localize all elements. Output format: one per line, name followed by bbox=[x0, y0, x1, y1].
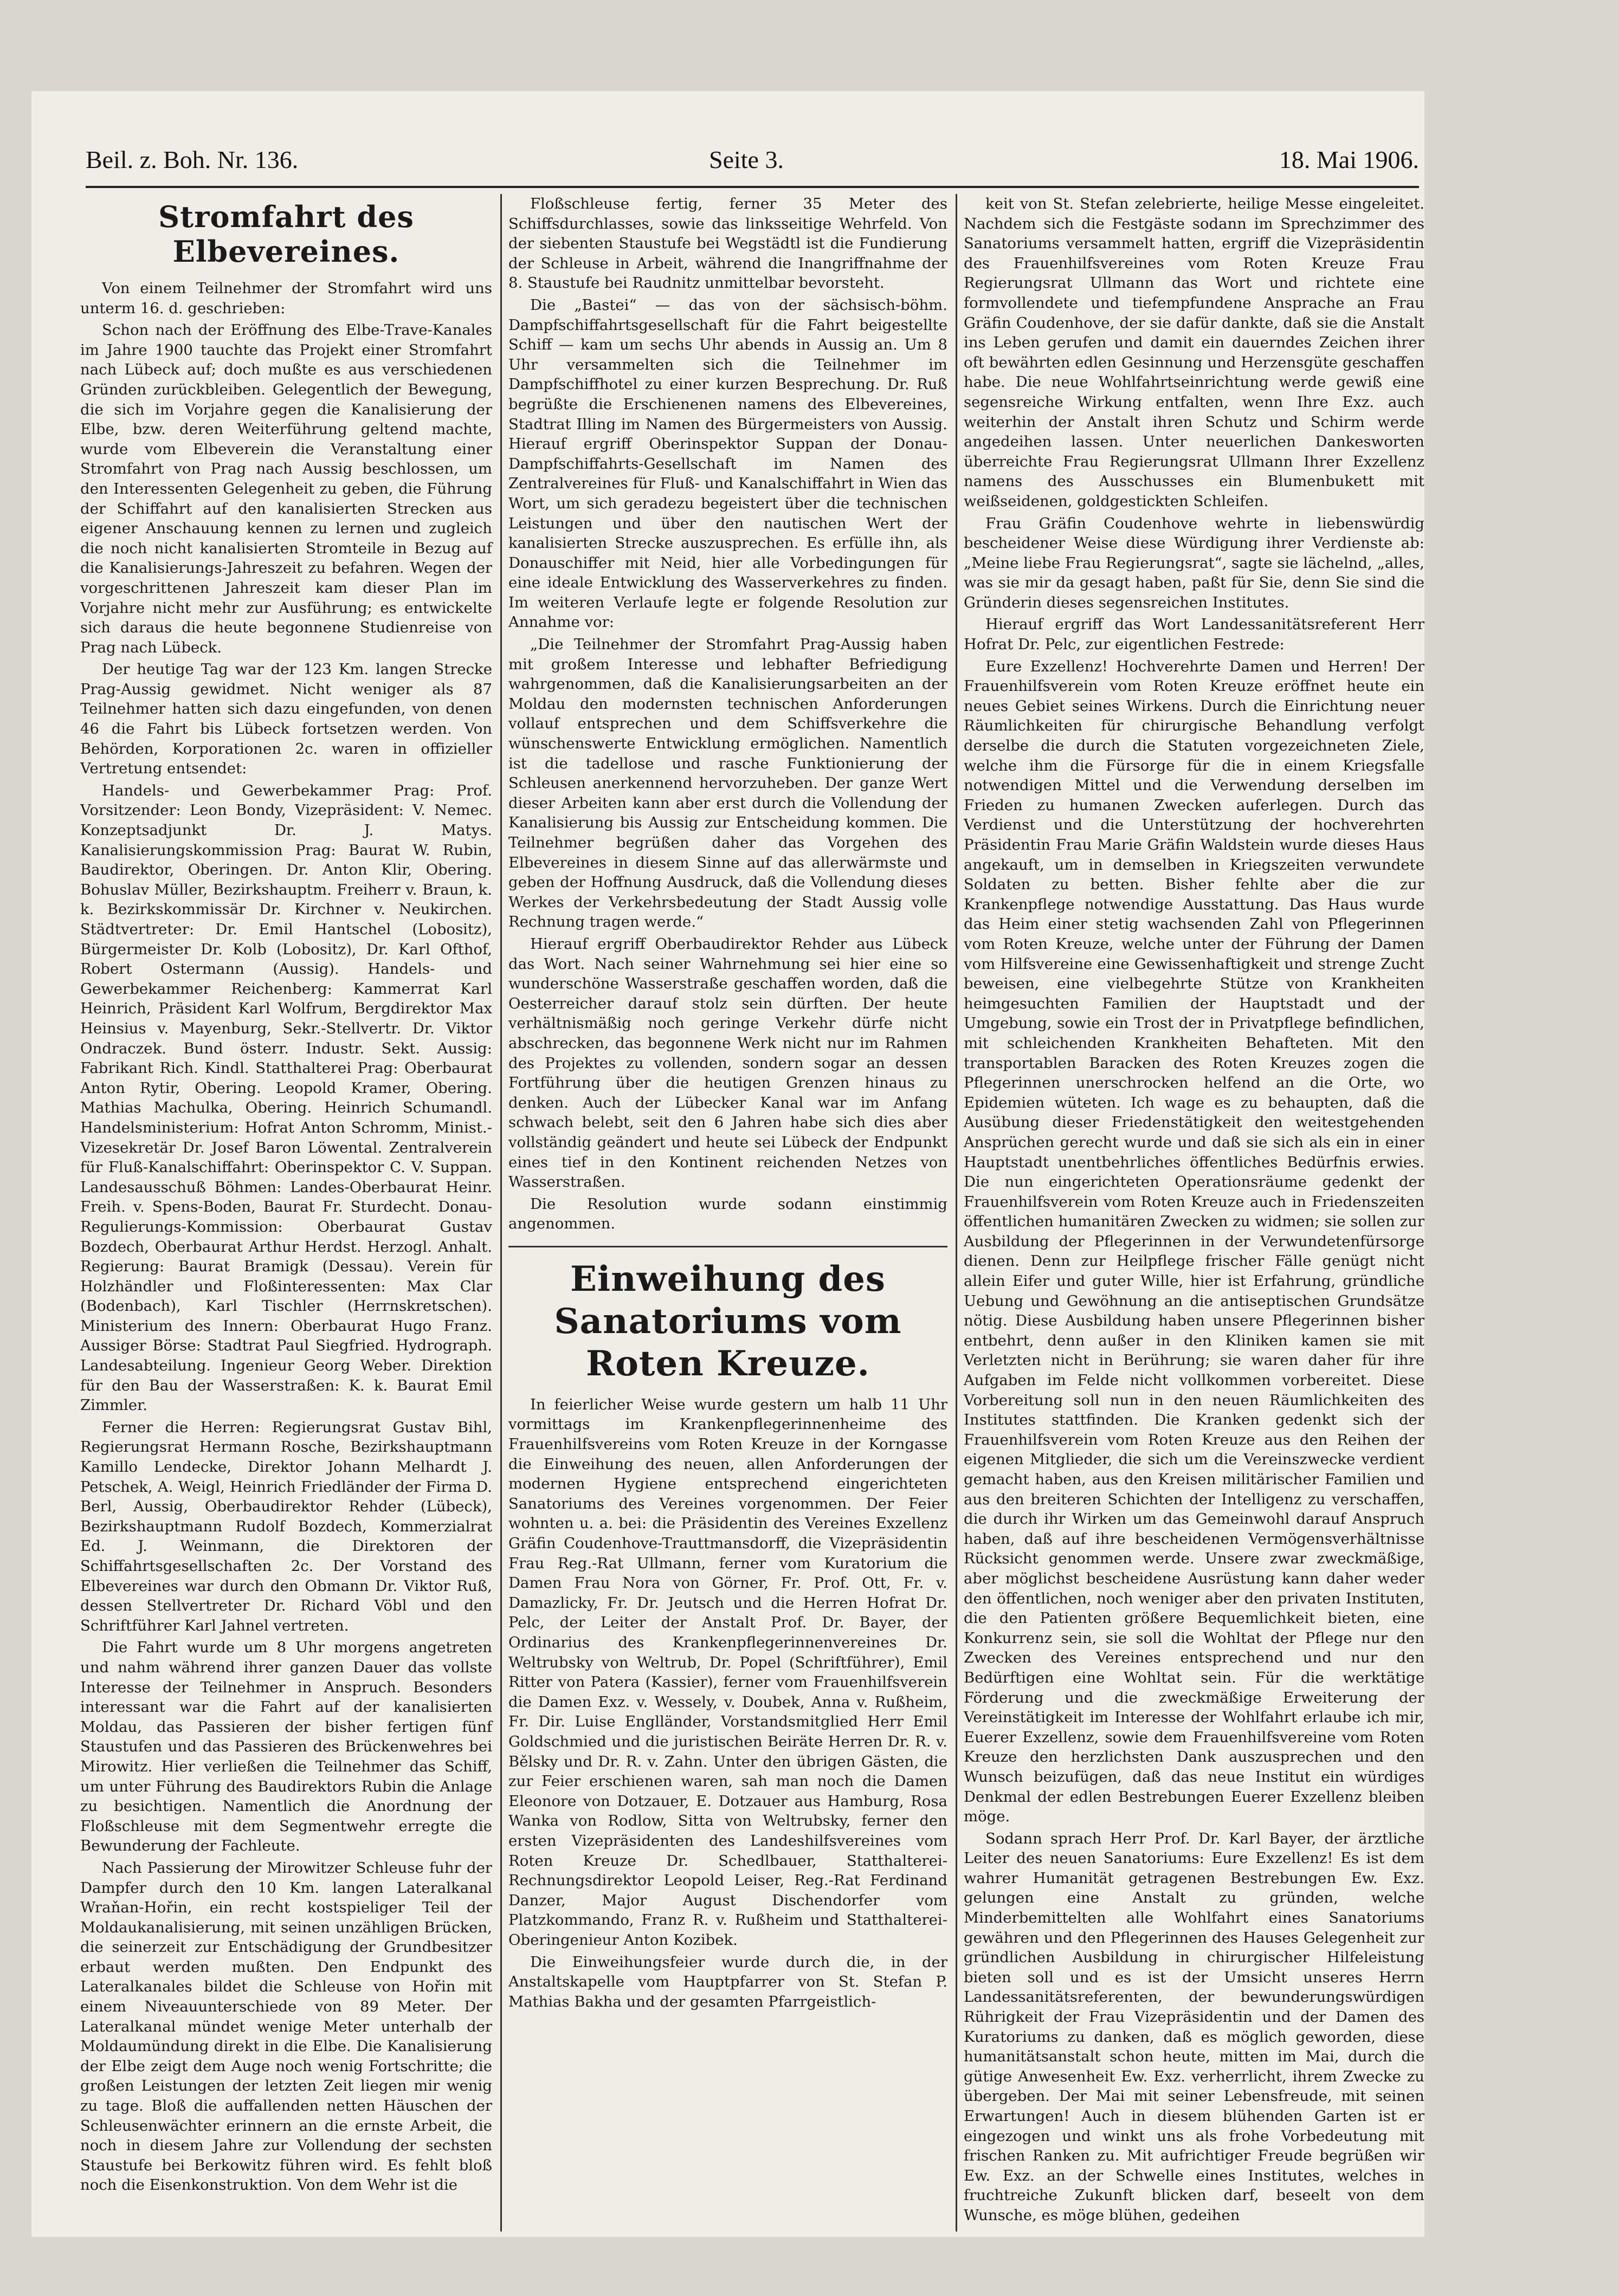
article-headline: Stromfahrt des Elbevereines. bbox=[158, 199, 414, 269]
paragraph: Der heutige Tag war der 123 Km. langen Strecke Prag-Aussig gewidmet. Nicht weniger als 87 Teilnehmer hatten sich dazu eingefunden, von denen 46 die Fahrt bis Lübeck fortsetzen werden. Von Behörden, Korporationen 2c. waren in offizieller Vertretung entsendet: bbox=[80, 661, 492, 778]
column-2 bbox=[508, 194, 947, 2014]
paragraph: keit von St. Stefan zelebrierte, heilige Messe eingeleitet. Nachdem sich die Festgäste sodann im Sprechzimmer des Sanatoriums versammelt hatten, ergriff die Vizepräsidentin des Frauenhilfsvereines vom Roten Kreuze Frau Regierungsrat Ullmann das Wort und richtete eine formvollendete und tiefempfundene Ansprache an Frau Gräfin Coudenhove, der sie dafür dankte, daß sie die Anstalt ins Leben gerufen und damit ein dauerndes Zeichen ihrer oft bewährten edlen Gesinnung und Herzensgüte geschaffen habe. Die neue Wohlfahrtseinrichtung werde gewiß eine segensreiche Wirkung entfalten, wenn Ihre Exz. auch weiterhin der Anstalt ihren Schutz und Schirm werde angedeihen lassen. Unter neuerlichen Dankesworten überreichte Frau Regierungsrat Ullmann Ihrer Exzellenz namens des Ausschusses ein Blumenbukett mit weißseidenen, goldgestickten Schleifen. bbox=[964, 195, 1424, 510]
resolution-paragraph: „Die Teilnehmer der Stromfahrt Prag-Aussig haben mit großem Interesse und lebhafter Befriedigung wahrgenommen, daß die Kanalisierungsarbeiten an der Moldau den modernsten technischen Anforderungen vollauf entsprechen und dem Schiffsverkehre die wünschenswerte Entwicklung ermöglichen. Namentlich ist die tadellose und rasche Funktionierung der Schleusen anerkennend hervorzuheben. Der ganze Wert dieser Arbeiten kann aber erst durch die Vollendung der Kanalisierung bis Aussig zur Entscheidung kommen. Die Teilnehmer begrüßen daher das Vorgehen des Elbevereines in diesem Sinne auf das allerwärmste und geben der Hoffnung Ausdruck, daß die Vollendung dieses Werkes der Verkehrsbedeutung der Stadt Aussig volle Rechnung tragen werde.“ bbox=[508, 636, 947, 931]
paragraph: Die Fahrt wurde um 8 Uhr morgens angetreten und nahm während ihrer ganzen Dauer das vollste Interesse der Teilnehmer in Anspruch. Besonders interessant war die Fahrt auf der kanalisierten Moldau, das Passieren der bisher fertigen fünf Staustufen und das Passieren des Brückenwehres bei Mirowitz. Hier verließen die Teilnehmer das Schiff, um unter Führung des Baudirektors Rubin die Anlage zu besichtigen. Namentlich die Anordnung der Floßschleuse mit dem Segmentwehr erregte die Bewunderung der Fachleute. bbox=[80, 1639, 492, 1855]
issue-label: Beil. z. Boh. Nr. 136. bbox=[86, 146, 299, 173]
paragraph: Nach Passierung der Mirowitzer Schleuse fuhr der Dampfer durch den 10 Km. langen Lateralkanal Wraňan-Hořin, ein recht kostspieliger Teil der Moldaukanalisierung, mit seinen unzähligen Brücken, die seinerzeit zur Entschädigung der Grundbesitzer erbaut werden mußten. Den Endpunkt des Lateralkanales bildet die Schleuse von Hořin mit einem Niveauunterschiede von 89 Meter. Der Lateralkanal mündet wenige Meter unterhalb der Moldaumündung direkt in die Elbe. Die Kanalisierung der Elbe zeigt dem Auge noch wenig Fortschritte; die großen Leistungen der letzten Zeit liegen mir wenig zu tage. Bloß die auffallenden netten Häuschen der Schleusenwächter erinnern an die ernste Arbeit, die noch in diesem Jahre zur Vollendung der sechsten Staustufe bei Berkowitz führen wird. Es fehlt bloß noch die Eisenkonstruktion. Von dem Wehr ist die bbox=[80, 1859, 492, 2194]
paragraph: Eure Exzellenz! Hochverehrte Damen und Herren! Der Frauenhilfsverein vom Roten Kreuze eröffnet heute ein neues Gebiet seines Wirkens. Durch die Einrichtung neuer Räumlichkeiten für chirurgische Behandlung verfolgt derselbe die durch die Statuten vorgezeichneten Ziele, welche ihm die Fürsorge für die in einem Kriegsfalle notwendigen Mittel und die Verwendung derselben im Frieden zu humanen Zwecken auferlegen. Durch das Verdienst und die Unterstützung der hochverehrten Präsidentin Frau Marie Gräfin Waldstein wurde dieses Haus angekauft, um in demselben in Kriegszeiten verwundete Soldaten zu betten. Bisher fehlte aber die zur Krankenpflege notwendige Ausstattung. Das Haus wurde das Heim einer stetig wachsenden Zahl von Pflegerinnen vom Roten Kreuze, welche unter der Führung der Damen vom Hilfsvereine eine Gewissenhaftigkeit und strenge Zucht beweisen, eine vielbegehrte Stütze von Krankheiten heimgesuchten Familien der Hauptstadt und der Umgebung, sowie ein Trost der in Privatpflege befindlichen, mit schleichenden Krankheiten Behafteten. Mit den transportablen Baracken des Roten Kreuzes zogen die Pflegerinnen unerschrocken helfend an die Orte, wo Epidemien wüteten. Ich wage es zu behaupten, daß die Ausübung dieser Friedenstätigkeit den weitestgehenden Ansprüchen gerecht wurde und daß sie sich als ein in einer Hauptstadt unentbehrliches öffentliches Bedürfnis erwies. Die nun eingerichteten Operationsräume gedenkt der Frauenhilfsverein vom Roten Kreuze auch in Friedenszeiten öffentlichen humanitären Zwecken zu widmen; sie sollen zur Ausbildung der Pflegerinnen in der Verwundetenfürsorge dienen. Denn zur Heilpflege frischer Fälle genügt nicht allein Eifer und guter Wille, hier ist Erfahrung, gründliche Uebung und Gewöhnung an die antiseptischen Grundsätze nötig. Diese Ausbildung haben unsere Pflegerinnen bisher entbehrt, denn außer in den Kliniken kamen sie mit Verletzten nicht in Berührung; sie waren daher für ihre Aufgaben im Felde nicht vollkommen vorbereitet. Diese Vorbereitung soll nun in den neuen Räumlichkeiten des Institutes stattfinden. Die Kranken gedenkt sich der Frauenhilfsverein vom Roten Kreuze aus den Reihen der eigenen Mitglieder, die sich um die Vereinszwecke verdient gemacht haben, aus den Kreisen militärischer Familien und aus den breiteren Schichten der Intelligenz zu verschaffen, die durch ihr Wirken um das Gemeinwohl darauf Anspruch haben, daß auf ihre bescheidenen Vermögensverhältnisse Rücksicht genommen werde. Unsere zwar zweckmäßige, aber möglichst bescheidene Ausrüstung kann daher weder den öffentlichen, noch weniger aber den privaten Instituten, die den Patienten größere Bequemlichkeit bieten, eine Konkurrenz sein, sie soll die Wohltat der Pflege nur den Zwecken des Vereines entsprechend und nur den Bedürftigen eine Wohltat sein. Für die werktätige Förderung und die zweckmäßige Erweiterung der Vereinstätigkeit im Interesse der Wohlfahrt erlaube ich mir, Euerer Exzellenz, sowie dem Frauenhilfsvereine vom Roten Kreuze den herzlichsten Dank auszusprechen und den Wunsch beizufügen, daß das neue Institut ein würdiges Denkmal der edlen Bestrebungen Euerer Exzellenz bleiben möge. bbox=[964, 657, 1424, 1826]
paragraph: Hierauf ergriff Oberbaudirektor Rehder aus Lübeck das Wort. Nach seiner Wahrnehmung sei hier eine so wunderschöne Wasserstraße geschaffen worden, daß die Oesterreicher darauf stolz sein dürften. Der heute verhältnismäßig noch geringe Verkehr dürfe nicht abschrecken, das begonnene Werk nicht nur im Rahmen des Projektes zu vollenden, sondern sogar an dessen Fortführung über die heutigen Grenzen hinaus zu denken. Auch der Lübecker Kanal war im Anfang schwach belebt, seit den 6 Jahren habe sich dies aber vollständig geändert und heute sei Lübeck der Endpunkt eines tief in den Kontinent reichenden Netzes von Wasserstraßen. bbox=[508, 935, 947, 1191]
paragraph: Die Einweihungsfeier wurde durch die, in der Anstaltskapelle vom Hauptpfarrer von St. Stefan P. Mathias Bakha und der gesamten Pfarrgeistlich- bbox=[508, 1953, 947, 2010]
paragraph: Hierauf ergriff das Wort Landessanitätsreferent Herr Hofrat Dr. Pelc, zur eigentlichen Festrede: bbox=[964, 616, 1424, 654]
column-3 bbox=[964, 194, 1424, 2228]
paragraph: Handels- und Gewerbekammer Prag: Prof. Vorsitzender: Leon Bondy, Vizepräsident: V. Nemec. Konzeptsadjunkt Dr. J. Matys. Kanalisierungskommission Prag: Baurat W. Rubin, Baudirektor, Oberingen. Dr. Anton Klir, Obering. Bohuslav Müller, Bezirkshauptm. Freiherr v. Braun, k. k. Bezirkskommissär Dr. Kirchner v. Neukirchen. Städtvertreter: Dr. Emil Hantschel (Lobositz), Bürgermeister Dr. Kolb (Lobositz), Dr. Karl Ofthof, Robert Ostermann (Aussig). Handels- und Gewerbekammer Reichenberg: Kammerrat Karl Heinrich, Präsident Karl Wolfrum, Bergdirektor Max Heinsius v. Mayenburg, Sekr.-Stellvertr. Dr. Viktor Ondraczek. Bund österr. Industr. Sekt. Aussig: Fabrikant Rich. Kindl. Statthalterei Prag: Oberbaurat Anton Rytir, Obering. Leopold Kramer, Obering. Mathias Machulka, Obering. Heinrich Schumandl. Handelsministerium: Hofrat Anton Schromm, Minist.-Vizesekretär Dr. Josef Baron Löwental. Zentralverein für Fluß-Kanalschiffahrt: Oberinspektor C. V. Suppan. Landesausschuß Böhmen: Landes-Oberbaurat Heinr. Freih. v. Spens-Boden, Baurat Fr. Sturdecht. Donau-Regulierungs-Kommission: Oberbaurat Gustav Bozdech, Oberbaurat Arthur Herdst. Herzogl. Anhalt. Regierung: Baurat Bramigk (Dessau). Verein für Holzhändler und Floßinteressenten: Max Clar (Bodenbach), Karl Tischler (Herrnskretschen). Ministerium des Innern: Oberbaurat Hugo Franz. Aussiger Börse: Stadtrat Paul Siegfried. Hydrograph. Landesabteilung. Ingenieur Georg Weber. Direktion für den Bau der Wasserstraßen: K. k. Baurat Emil Zimmler. bbox=[80, 781, 492, 1414]
paragraph: In feierlicher Weise wurde gestern um halb 11 Uhr vormittags im Krankenpflegerinnenheime des Frauenhilfsvereins vom Roten Kreuze in der Korngasse die Einweihung des neuen, allen Anforderungen der modernen Hygiene entsprechend eingerichteten Sanatoriums des Vereines vorgenommen. Der Feier wohnten u. a. bei: die Präsidentin des Vereines Exzellenz Gräfin Coudenhove-Trauttmansdorff, die Vizepräsidentin Frau Reg.-Rat Ullmann, ferner vom Kuratorium die Damen Frau Nora von Görner, Fr. Prof. Ott, Fr. v. Damazlicky, Fr. Dr. Jeutsch und die Herren Hofrat Dr. Pelc, der Leiter der Anstalt Prof. Dr. Bayer, der Ordinarius des Krankenpflegerinnenvereines Dr. Weltrubsky von Weltrub, Dr. Popel (Schriftführer), Emil Ritter von Patera (Kassier), ferner vom Frauenhilfsverein die Damen Exz. v. Wessely, v. Doubek, Anna v. Rußheim, Fr. Dir. Luise Englländer, Vorstandsmitglied Herr Emil Goldschmied und die juristischen Beiräte Herren Dr. R. v. Bělsky und Dr. R. v. Zahn. Unter den übrigen Gästen, die zur Feier erschienen waren, sah man noch die Damen Eleonore von Dotzauer, E. Dotzauer aus Hamburg, Rosa Wanka von Rodlow, Sitta von Weltrubsky, ferner den ersten Vizepräsidenten des Landeshilfsvereines vom Roten Kreuze Dr. Schedlbauer, Statthalterei-Rechnungsdirektor Leopold Leiser, Reg.-Rat Ferdinand Danzer, Major August Dischendorfer vom Platzkommando, Franz R. v. Rußheim und Statthalterei-Oberingenieur Anton Kozibek. bbox=[508, 1395, 947, 1949]
paragraph: Die Resolution wurde sodann einstimmig angenommen. bbox=[508, 1195, 947, 1233]
issue-date: 18. Mai 1906. bbox=[1279, 146, 1419, 173]
paragraph: Sodann sprach Herr Prof. Dr. Karl Bayer, der ärztliche Leiter des neuen Sanatoriums: Eure Exzellenz! Es ist dem wahrer Humanität getragenen Bestrebungen Ew. Exz. gelungen eine Anstalt zu gründen, welche Minderbemittelten alle Wohlfahrt eines Sanatoriums gewähren und den Pflegerinnen des Hauses Gelegenheit zur gründlichen Ausbildung in chirurgischer Hilfeleistung bieten soll und es ist der Umsicht unseres Herrn Landessanitätsreferenten, der bewunderungswürdigen Rührigkeit der Frau Vizepräsidentin und der Damen des Kuratoriums zu danken, daß es möglich geworden, diese humanitätsanstalt schon heute, mitten im Mai, durch die gütige Anwesenheit Ew. Exz. verherrlicht, ihrem Zwecke zu übergeben. Der Mai mit seiner Lebensfreude, mit seinen Erwartungen! Auch in diesem blühenden Garten ist er eingezogen und winkt uns als frohe Vorbedeutung mit frischen Ranken zu. Mit aufrichtiger Freude begrüßen wir Ew. Exz. an der Schwelle eines Institutes, welches in fruchtreiche Zukunft blicken darf, beseelt von dem Wunsche, es möge blühen, gedeihen bbox=[964, 1829, 1424, 2224]
paragraph: Frau Gräfin Coudenhove wehrte in liebenswürdig bescheidener Weise diese Würdigung ihrer Verdienste ab: „Meine liebe Frau Regierungsrat“, sagte sie lächelnd, „alles, was sie mir da gesagt haben, paßt für Sie, denn Sie sind die Gründerin dieses segensreichen Institutes. bbox=[964, 514, 1424, 611]
page-number: Seite 3. bbox=[709, 146, 784, 173]
column-1 bbox=[80, 194, 492, 2197]
paragraph: Die „Bastei“ — das von der sächsisch-böhm. Dampfschiffahrtsgesellschaft für die Fahrt beigestellte Schiff — kam um sechs Uhr abends in Aussig an. Um 8 Uhr versammelten sich die Teilnehmer im Dampfschiffhotel zu einer kurzen Besprechung. Dr. Ruß begrüßte die Erschienenen namens des Elbevereines, Stadtrat Illing im Namen des Bürgermeisters von Aussig. Hierauf ergriff Oberinspektor Suppan der Donau-Dampfschiffahrts-Gesellschaft im Namen des Zentralvereines für Fluß- und Kanalschiffahrt in Wien das Wort, um sich geradezu begeistert über die technischen Leistungen und über den nautischen Wert der kanalisierten Strecke auszusprechen. Es erfülle ihn, als Donauschiffer mit Neid, hier alle Vorbedingungen für eine ideale Entwicklung des Wasserverkehres zu finden. Im weiteren Verlaufe legte er folgende Resolution zur Annahme vor: bbox=[508, 296, 947, 631]
paragraph: Floßschleuse fertig, ferner 35 Meter des Schiffsdurchlasses, sowie das linksseitige Wehrfeld. Von der siebenten Staustufe bei Wegstädtl ist die Fundierung der Schleuse in Arbeit, während die Inangriffnahme der 8. Staustufe bei Raudnitz unmittelbar bevorsteht. bbox=[508, 195, 947, 292]
page-header bbox=[86, 145, 1419, 189]
newspaper-page bbox=[31, 91, 1424, 2237]
header-rule bbox=[86, 186, 1419, 188]
article-headline: Einweihung des Sanatoriums vom Roten Kreuze. bbox=[554, 1258, 902, 1384]
paragraph: Ferner die Herren: Regierungsrat Gustav Bihl, Regierungsrat Hermann Rosche, Bezirkshauptmann Kamillo Lendecke, Direktor Johann Melhardt J. Petschek, A. Weigl, Heinrich Friedländer der Firma D. Berl, Aussig, Oberbaudirektor Rehder (Lübeck), Bezirkshauptmann Rudolf Bozdech, Kommerzialrat Ed. J. Weinmann, die Direktoren der Schiffahrtsgesellschaften 2c. Der Vorstand des Elbevereines war durch den Obmann Dr. Viktor Ruß, dessen Stellvertreter Dr. Richard Vöbl und den Schriftführer Karl Jahnel vertreten. bbox=[80, 1418, 492, 1634]
paragraph: Schon nach der Eröffnung des Elbe-Trave-Kanales im Jahre 1900 tauchte das Projekt einer Stromfahrt nach Lübeck auf; doch mußte es aus verschiedenen Gründen zurückbleiben. Gelegentlich der Bewegung, die sich im Vorjahre gegen die Kanalisierung der Elbe, bzw. deren Weiterführung geltend machte, wurde vom Elbeverein die Veranstaltung einer Stromfahrt von Prag nach Aussig beschlossen, um den Interessenten Gelegenheit zu geben, die Führung der Schiffahrt auf den kanalisierten Strecken aus eigener Anschauung kennen zu lernen und zugleich die noch nicht kanalisierten Stromteile in Bezug auf die Kanalisierungs-Jahreszeit zu befahren. Wegen der vorgeschrittenen Jahreszeit kam dieser Plan im Vorjahre nicht mehr zur Ausführung; es entwickelte sich daraus die heute begonnene Studienreise von Prag nach Lübeck. bbox=[80, 321, 492, 656]
article-separator bbox=[508, 1246, 947, 1247]
column-divider bbox=[500, 194, 502, 2232]
column-divider bbox=[956, 194, 957, 2232]
paragraph: Von einem Teilnehmer der Stromfahrt wird uns unterm 16. d. geschrieben: bbox=[80, 280, 492, 317]
